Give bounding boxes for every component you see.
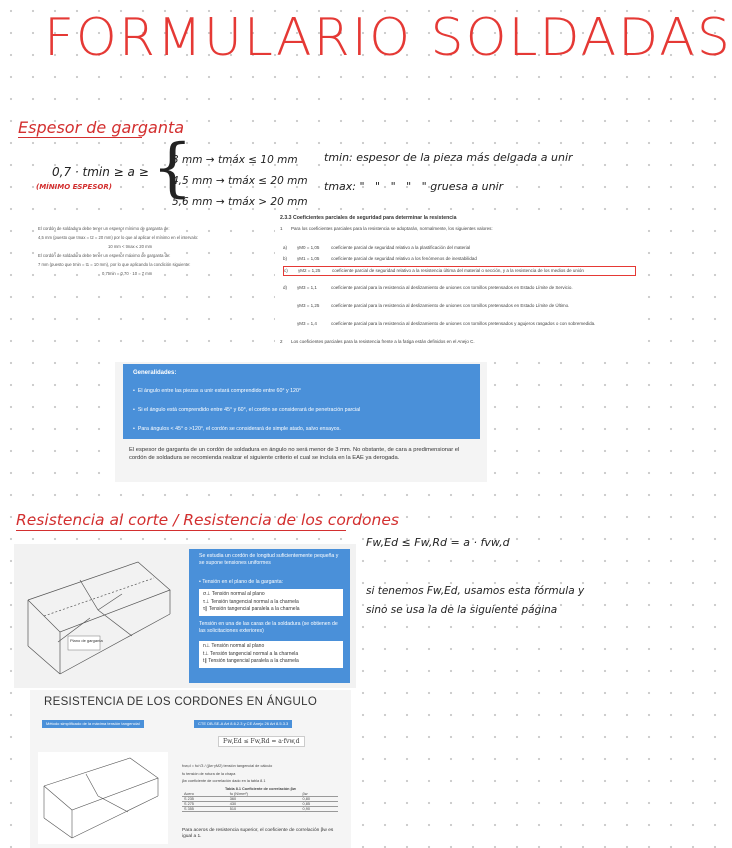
correlation-table <box>182 792 338 812</box>
coef-intro: Para los coeficientes parciales para la resistencia se adoptarán, normalmente, los siguientes valores: <box>291 226 493 231</box>
heading-underline <box>16 530 346 531</box>
table-cell: S 355 <box>182 807 228 812</box>
coef-intro-num: 1 <box>280 226 283 231</box>
bullet-text: Para ángulos < 45° o >120°, el cordón se considerará de simple atado, salvo ensayos. <box>137 426 341 432</box>
row-gamma: γM2 = 1,25 <box>298 268 321 273</box>
table-caption: Tabla 8.1 Coeficiente de correlación βw <box>225 787 296 791</box>
table-header: Acero <box>182 792 228 797</box>
tension-bullet: • Tensión en el plano de la garganta: <box>199 579 284 585</box>
diagram-label: Plano de garganta <box>70 638 103 643</box>
text-line: 7 mm (puesto que tmin = t1 = 10 mm), por lo que aplicando la condición siguiente: <box>38 262 191 268</box>
table-cell: 0,85 <box>301 802 338 807</box>
heading-underline <box>18 137 142 138</box>
case-line: 3 mm → tmáx ≤ 10 mm <box>172 154 298 166</box>
cordones-note: Para aceros de resistencia superior, el coeficiente de correlación βw es igual a 1. <box>182 828 334 840</box>
row-desc: coeficiente parcial para la resistencia al deslizamiento de uniones con tornillos pretensados y agujeros rasgados o con sobremedida. <box>331 321 596 326</box>
coef-row <box>283 285 636 291</box>
bullet-item: • Si el ángulo está comprendido entre 45° y 60°, el cordón se considerará de penetración parcial <box>133 407 361 413</box>
row-letter <box>283 321 297 327</box>
row-desc: coeficiente parcial de seguridad relativo a la plastificación del material <box>331 245 471 250</box>
bullet-item: • El ángulo entre las piezas a unir estará comprendido entre 60° y 120° <box>133 388 302 394</box>
coeficientes-parciales-excerpt <box>275 212 642 352</box>
coef-row <box>283 256 636 262</box>
method-tab: Método simplificado de la máxima tensión tangencial <box>42 720 144 728</box>
tmax-definition: tmax: " " " " " gruesa a unir <box>324 180 504 193</box>
generalidades-box <box>123 364 480 439</box>
weld-diagram <box>20 550 184 682</box>
row-desc: coeficiente parcial de seguridad relativo a los fenómenos de inestabilidad <box>331 256 477 261</box>
coef-footer-num: 2 <box>280 339 283 344</box>
cordones-title: RESISTENCIA DE LOS CORDONES EN ÁNGULO <box>44 696 318 708</box>
row-desc: coeficiente parcial para la resistencia al deslizamiento de uniones con tornillos pretensados en Estado Límite de Último. <box>331 303 570 308</box>
row-letter: c) <box>284 268 288 273</box>
coef-footer: Los coeficientes parciales para la resistencia frente a la fatiga están definidos en el Anejo C. <box>291 339 475 344</box>
tension-item: τ∥ Tensión tangencial paralela a la charnela <box>203 606 300 612</box>
resistance-formula: Fw,Ed ≤ Fw,Rd = a · fvw,d <box>366 536 510 549</box>
note-line: si tenemos Fw,Ed, usamos esta fórmula y <box>366 585 585 597</box>
bullet-text: Tensión en el plano de la garganta: <box>202 579 284 585</box>
tension-sub: Tensión en una de las caras de la soldadura (se obtienen de las solicitaciones exteriores) <box>199 621 338 635</box>
text-line: El cordón de soldadura debe tener un espesor máximo de garganta de: <box>38 253 171 259</box>
tension-description-box <box>189 549 350 683</box>
table-cell: 430 <box>228 802 301 807</box>
tmin-definition: tmin: espesor de la pieza más delgada a unir <box>324 151 573 164</box>
bullet-text: El ángulo entre las piezas a unir estará comprendido entre 60° y 120° <box>137 388 302 394</box>
row-letter: b) <box>283 256 288 261</box>
legend-line: fvw,d = fu/√3 / (βw·γM2) tensión tangencial de cálculo <box>182 764 273 768</box>
row-desc: coeficiente parcial de seguridad relativo a la resistencia última del material o sección, y a la resistencia de los medios de unión <box>332 268 584 273</box>
page-title: FORMULARIO SOLDADAS <box>44 8 732 68</box>
text-line: 10 mm < tmax ≤ 20 mm <box>108 244 153 250</box>
weld-diagram-small <box>38 752 168 844</box>
row-letter: a) <box>283 245 288 250</box>
bullet-item: • Para ángulos < 45° o >120°, el cordón se considerará de simple atado, salvo ensayos. <box>133 426 341 432</box>
tension-item: τ⊥ Tensión tangencial normal a la charnela <box>203 598 299 605</box>
section-heading-resistencia: Resistencia al corte / Resistencia de los cordones <box>16 511 399 529</box>
legend-line: fu tensión de rotura de la chapa <box>182 772 236 776</box>
row-gamma: γM3 = 1,4 <box>297 321 317 326</box>
tension-item: t∥ Tensión tangencial paralela a la charnela <box>203 658 299 664</box>
tension-intro: Se estudia un cordón de longitud suficientemente pequeña y se supone tensiones uniformes <box>199 553 339 567</box>
row-gamma: γM0 = 1,05 <box>297 245 320 250</box>
cordones-formula: Fw,Ed ≤ Fw,Rd = a·fvw,d <box>218 736 305 747</box>
table-header: βw <box>301 792 338 797</box>
table-cell: 510 <box>228 807 301 812</box>
tension-excerpt <box>14 544 356 688</box>
tension-list-face <box>199 641 343 668</box>
text-line: 4,5 mm (puesto que tmax = t2 = 20 mm) por lo que al aplicar el mínimo en el intervalo: <box>38 235 199 241</box>
coef-row <box>283 303 636 309</box>
table-cell: S 275 <box>182 802 228 807</box>
resistencia-cordones-excerpt <box>30 690 351 848</box>
minimo-espesor-note: (MÍNIMO ESPESOR) <box>36 183 112 191</box>
formula-cases <box>172 150 308 213</box>
table-cell: 360 <box>228 797 301 802</box>
generalidades-paragraph: El espesor de garganta de un cordón de soldadura en ángulo no será menor de 3 mm. No obstante, de cara a predimensionar el cordón de soldadura se recomienda realizar el siguiente criterio el cual se incluía en la EAE ya derogada. <box>129 447 460 462</box>
generalidades-heading: Generalidades: <box>133 370 177 376</box>
tension-list-plane <box>199 589 343 616</box>
legend-line: βw coeficiente de correlación dado en la tabla 8.1 <box>182 779 266 783</box>
brace-symbol: { <box>152 131 193 205</box>
coef-row <box>283 321 636 327</box>
espesor-explanation-text <box>38 226 268 278</box>
row-gamma: γM3 = 1,25 <box>297 303 320 308</box>
table-header: fu (N/mm²) <box>228 792 301 797</box>
table-cell: S 235 <box>182 797 228 802</box>
row-gamma: γM1 = 1,05 <box>297 256 320 261</box>
coef-row-highlighted <box>283 266 636 276</box>
note-line: sino se usa la de la siguiente página <box>366 604 558 616</box>
case-line: 5,6 mm → tmáx > 20 mm <box>172 196 308 208</box>
table-row <box>182 807 338 812</box>
row-desc: coeficiente parcial para la resistencia al deslizamiento de uniones con tornillos pretensados en Estado Límite de Servicio. <box>331 285 573 290</box>
tension-item: n⊥ Tensión normal al plano <box>203 643 265 649</box>
formula-lhs: 0,7 · tmin ≥ a ≥ <box>52 165 149 179</box>
tension-item: σ⊥ Tensión normal al plano <box>203 591 265 597</box>
section-heading-espesor: Espesor de garganta <box>18 118 185 137</box>
row-gamma: γM3 = 1,1 <box>297 285 317 290</box>
generalidades-excerpt <box>115 362 487 482</box>
coef-row <box>283 245 636 251</box>
coef-title: 2.3.3 Coeficientes parciales de seguridad para determinar la resistencia <box>280 215 457 221</box>
text-line: El cordón de soldadura debe tener un espesor mínimo de garganta de: <box>38 226 170 231</box>
formula-usage-note <box>366 582 584 620</box>
text-line: 0,7tmin = 0,70 · 10 = 7 mm <box>102 271 153 277</box>
bullet-text: Si el ángulo está comprendido entre 45° y 60°, el cordón se considerará de penetración parcial <box>137 407 361 413</box>
row-letter <box>283 303 297 309</box>
tension-item: t⊥ Tensión tangencial normal a la charnela <box>203 650 299 657</box>
norm-tab: CTE DB-SE-A Art 8.6.2.3 y CE Anejo 26 Art 8.5.3.3 <box>194 720 292 728</box>
table-cell: 0,80 <box>301 797 338 802</box>
row-letter: d) <box>283 285 288 290</box>
case-line: 4,5 mm → tmáx ≤ 20 mm <box>172 175 308 187</box>
table-cell: 0,90 <box>301 807 338 812</box>
